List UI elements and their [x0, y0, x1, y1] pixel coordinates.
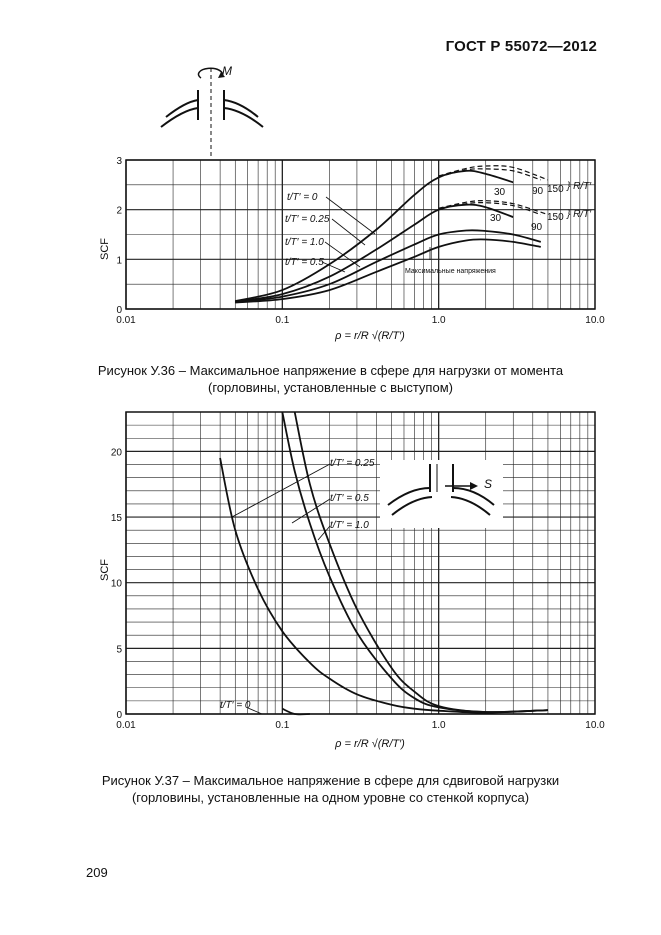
curve-label: t/T′ = 1.0	[330, 520, 369, 531]
leader-line	[292, 499, 330, 523]
curve-labels	[220, 458, 375, 714]
x-axis-label: ρ = r/R √(R/T′)	[335, 738, 405, 750]
rt-value-label: 150	[547, 212, 564, 223]
x-axis-label: ρ = r/R √(R/T′)	[335, 330, 405, 342]
load-label-s: S	[484, 477, 493, 491]
y-axis-label: SCF	[99, 559, 111, 581]
leader-line	[248, 708, 262, 714]
rt-group-label: } R/T′	[567, 209, 592, 220]
curve-label: t/T′ = 0	[287, 192, 318, 203]
caption-line-2: (горловины, установленные на одном уровне со стенкой корпуса)	[131, 790, 530, 805]
y-tick-label: 1	[116, 255, 122, 267]
curve-label: t/T′ = 1.0	[285, 237, 324, 248]
x-tick-label: 1.0	[431, 315, 446, 326]
y-tick-label: 2	[116, 205, 122, 217]
series-line	[282, 412, 548, 712]
x-tick-label: 0.01	[116, 315, 136, 326]
y-tick-label: 5	[116, 644, 122, 656]
x-tick-label: 10.0	[585, 720, 605, 731]
document-number: ГОСТ Р 55072—2012	[445, 38, 597, 55]
rt-value-label: 90	[531, 222, 543, 233]
nozzle-sketch-icon	[161, 68, 263, 158]
caption-line-1: Рисунок У.37 – Максимальное напряжение в сфере для сдвиговой нагрузки	[101, 773, 560, 788]
series-line	[235, 205, 513, 302]
curve-label: t/T′ = 0.25	[330, 458, 375, 469]
x-tick-label: 0.01	[116, 720, 136, 731]
x-tick-label: 0.1	[275, 720, 290, 731]
chart-grid	[126, 160, 595, 309]
x-tick-label: 1.0	[431, 720, 446, 731]
y-tick-label: 0	[116, 305, 122, 316]
series-line	[235, 171, 513, 301]
y-tick-label: 3	[116, 156, 122, 167]
figure-moment-load	[0, 62, 661, 352]
chart-series	[220, 412, 548, 714]
rt-value-label: 90	[532, 186, 544, 197]
curve-label: t/T′ = 0.5	[330, 493, 369, 504]
x-tick-label: 0.1	[275, 315, 290, 326]
figure-caption-u37	[40, 772, 621, 806]
figure-caption-u36	[40, 362, 621, 396]
rt-value-label: 150	[547, 184, 564, 195]
curve-label: t/T′ = 0.5	[285, 257, 324, 268]
caption-line-2: (горловины, установленные с выступом)	[208, 380, 453, 395]
rt-group-label: } R/T′	[567, 181, 592, 192]
curve-label: t/T′ = 0.25	[285, 214, 330, 225]
max-stress-note: Максимальные напряжения	[405, 268, 496, 275]
y-tick-label: 15	[110, 513, 122, 525]
caption-line-1: Рисунок У.36 – Максимальное напряжение в сфере для нагрузки от момента	[97, 363, 564, 378]
y-tick-label: 20	[110, 447, 122, 459]
leader-line	[326, 197, 375, 234]
axis-ticks	[111, 447, 605, 731]
rt-value-label: 30	[490, 213, 502, 224]
nozzle-shear-sketch-icon	[380, 460, 503, 528]
y-axis-label: SCF	[99, 238, 111, 260]
curve-label: t/T′ = 0	[220, 700, 251, 711]
load-label-m: M	[222, 64, 232, 78]
y-tick-label: 10	[110, 578, 122, 590]
x-tick-label: 10.0	[585, 315, 605, 326]
figure-shear-load	[0, 402, 661, 762]
y-tick-label: 0	[116, 710, 122, 721]
page-number: 209	[86, 865, 108, 880]
rt-value-label: 30	[494, 187, 506, 198]
